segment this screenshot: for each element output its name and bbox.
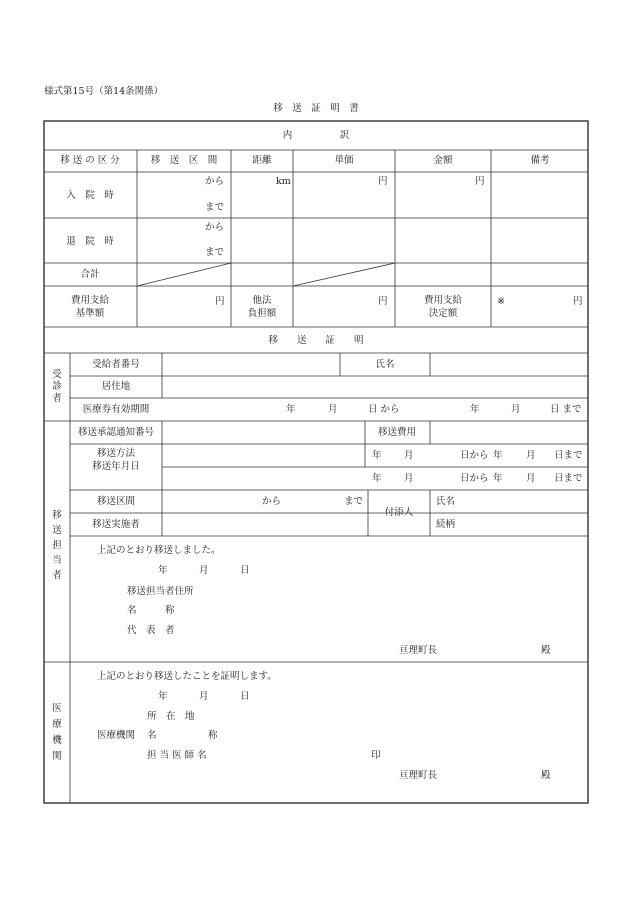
valid-day-to: 日 まで bbox=[550, 404, 582, 415]
transporter-name-label: 名 称 bbox=[127, 605, 175, 616]
discharge-to: まで bbox=[205, 247, 225, 258]
institution-label-3: 機 bbox=[52, 735, 62, 746]
attendant-name-label: 氏名 bbox=[436, 496, 456, 507]
transport-date-label: 移送年月日 bbox=[92, 461, 140, 472]
date1-day-to: 日まで bbox=[554, 450, 583, 461]
decided-amount-label-1: 費用支給 bbox=[423, 295, 463, 306]
institution-label-1: 医 bbox=[52, 703, 62, 714]
date1-month-2: 月 bbox=[526, 450, 536, 461]
date2-month-2: 月 bbox=[526, 473, 536, 484]
discharge-from: から bbox=[205, 222, 225, 233]
representative-label: 代 表 者 bbox=[127, 625, 175, 636]
form-number: 様式第15号（第14条関係） bbox=[44, 86, 164, 97]
other-law-yen: 円 bbox=[378, 296, 388, 307]
row-admission: 入 院 時 bbox=[66, 190, 114, 201]
recipient-label-2: 診 bbox=[52, 381, 62, 392]
decided-amount-label-2: 決定額 bbox=[428, 308, 458, 319]
admission-unit-yen: 円 bbox=[378, 176, 388, 187]
method-label: 移送方法 bbox=[96, 448, 136, 459]
route-to: まで bbox=[344, 496, 364, 507]
valid-month-2: 月 bbox=[511, 404, 521, 415]
certify-statement: 上記のとおり移送したことを証明します。 bbox=[97, 671, 277, 682]
recipient-number-label: 受給者番号 bbox=[92, 359, 140, 370]
col-remarks: 備考 bbox=[530, 155, 550, 166]
dono-2: 殿 bbox=[541, 770, 551, 781]
institution-label: 医療機関 bbox=[97, 730, 136, 741]
standard-amount-label-1: 費用支給 bbox=[70, 295, 110, 306]
mayor-2: 亘理町長 bbox=[399, 770, 438, 781]
transporter-label-3: 担 bbox=[52, 540, 62, 551]
institution-label-2: 療 bbox=[52, 719, 62, 730]
col-amount: 金額 bbox=[433, 155, 453, 166]
mayor-1: 亘理町長 bbox=[399, 645, 438, 656]
valid-month-1: 月 bbox=[328, 404, 338, 415]
date2-month: 月 bbox=[404, 473, 414, 484]
decided-amount-yen: 円 bbox=[573, 296, 583, 307]
address-label: 居住地 bbox=[101, 381, 131, 392]
admission-amount-yen: 円 bbox=[475, 176, 485, 187]
route-from: から bbox=[262, 496, 282, 507]
approval-number-label: 移送承認通知番号 bbox=[77, 427, 155, 438]
date2-day-from: 日から bbox=[460, 473, 489, 484]
transporter-label-5: 者 bbox=[52, 570, 62, 581]
valid-day-from: 日 から bbox=[368, 404, 400, 415]
location-label: 所 在 地 bbox=[147, 711, 195, 722]
doctor-label: 担 当 医 師 名 bbox=[147, 750, 207, 761]
relationship-label: 続柄 bbox=[436, 519, 456, 530]
standard-amount-label-2: 基準額 bbox=[75, 308, 105, 319]
breakdown-header: 内 訳 bbox=[282, 130, 350, 141]
col-transport-route: 移 送 区 間 bbox=[150, 155, 218, 166]
row-discharge: 退 院 時 bbox=[66, 236, 114, 247]
transporter-label-2: 送 bbox=[52, 525, 62, 536]
standard-amount-yen: 円 bbox=[215, 296, 225, 307]
row-total: 合計 bbox=[80, 269, 100, 280]
date1-year: 年 bbox=[372, 450, 382, 461]
transport-date-year: 年 bbox=[158, 565, 168, 576]
col-transport-type: 移 送 の 区 分 bbox=[60, 155, 120, 166]
date2-year: 年 bbox=[372, 473, 382, 484]
col-distance: 距離 bbox=[252, 155, 272, 166]
implementer-label: 移送実施者 bbox=[92, 519, 140, 530]
institution-label-4: 関 bbox=[52, 751, 62, 762]
valid-year-2: 年 bbox=[470, 404, 480, 415]
date2-day-to: 日まで bbox=[554, 473, 583, 484]
route-label: 移送区間 bbox=[96, 496, 136, 507]
transporter-label-1: 移 bbox=[52, 510, 62, 521]
transport-date-month: 月 bbox=[199, 565, 209, 576]
recipient-name-label: 氏名 bbox=[375, 359, 395, 370]
transport-certificate-header: 移 送 証 明 bbox=[268, 335, 364, 346]
transporter-label-4: 当 bbox=[52, 555, 62, 566]
other-law-label-1: 他法 bbox=[252, 295, 272, 306]
date2-year-2: 年 bbox=[493, 473, 503, 484]
seal-mark: 印 bbox=[371, 750, 381, 761]
certify-date-day: 日 bbox=[240, 691, 250, 702]
institution-name-2: 称 bbox=[208, 730, 218, 741]
valid-period-label: 医療券有効期間 bbox=[82, 404, 150, 415]
dono-1: 殿 bbox=[541, 645, 551, 656]
date1-month: 月 bbox=[404, 450, 414, 461]
transporter-address-label: 移送担当者住所 bbox=[127, 586, 194, 597]
transport-statement: 上記のとおり移送しました。 bbox=[97, 545, 221, 556]
transport-date-day: 日 bbox=[240, 565, 250, 576]
admission-km: km bbox=[276, 176, 291, 187]
other-law-label-2: 負担額 bbox=[247, 308, 277, 319]
certify-date-month: 月 bbox=[199, 691, 209, 702]
certify-date-year: 年 bbox=[158, 691, 168, 702]
col-unit-price: 単価 bbox=[334, 155, 354, 166]
attendant-label: 付添人 bbox=[384, 507, 414, 518]
form-title: 移 送 証 明 書 bbox=[273, 103, 359, 114]
date1-day-from: 日から bbox=[460, 450, 489, 461]
admission-from: から bbox=[205, 176, 225, 187]
valid-year-1: 年 bbox=[286, 404, 296, 415]
transport-cost-label: 移送費用 bbox=[377, 427, 417, 438]
institution-name-1: 名 bbox=[147, 730, 157, 741]
date1-year-2: 年 bbox=[493, 450, 503, 461]
recipient-label-1: 受 bbox=[52, 369, 62, 380]
kome-mark: ※ bbox=[497, 296, 505, 307]
recipient-label-3: 者 bbox=[52, 393, 62, 404]
admission-to: まで bbox=[205, 202, 225, 213]
